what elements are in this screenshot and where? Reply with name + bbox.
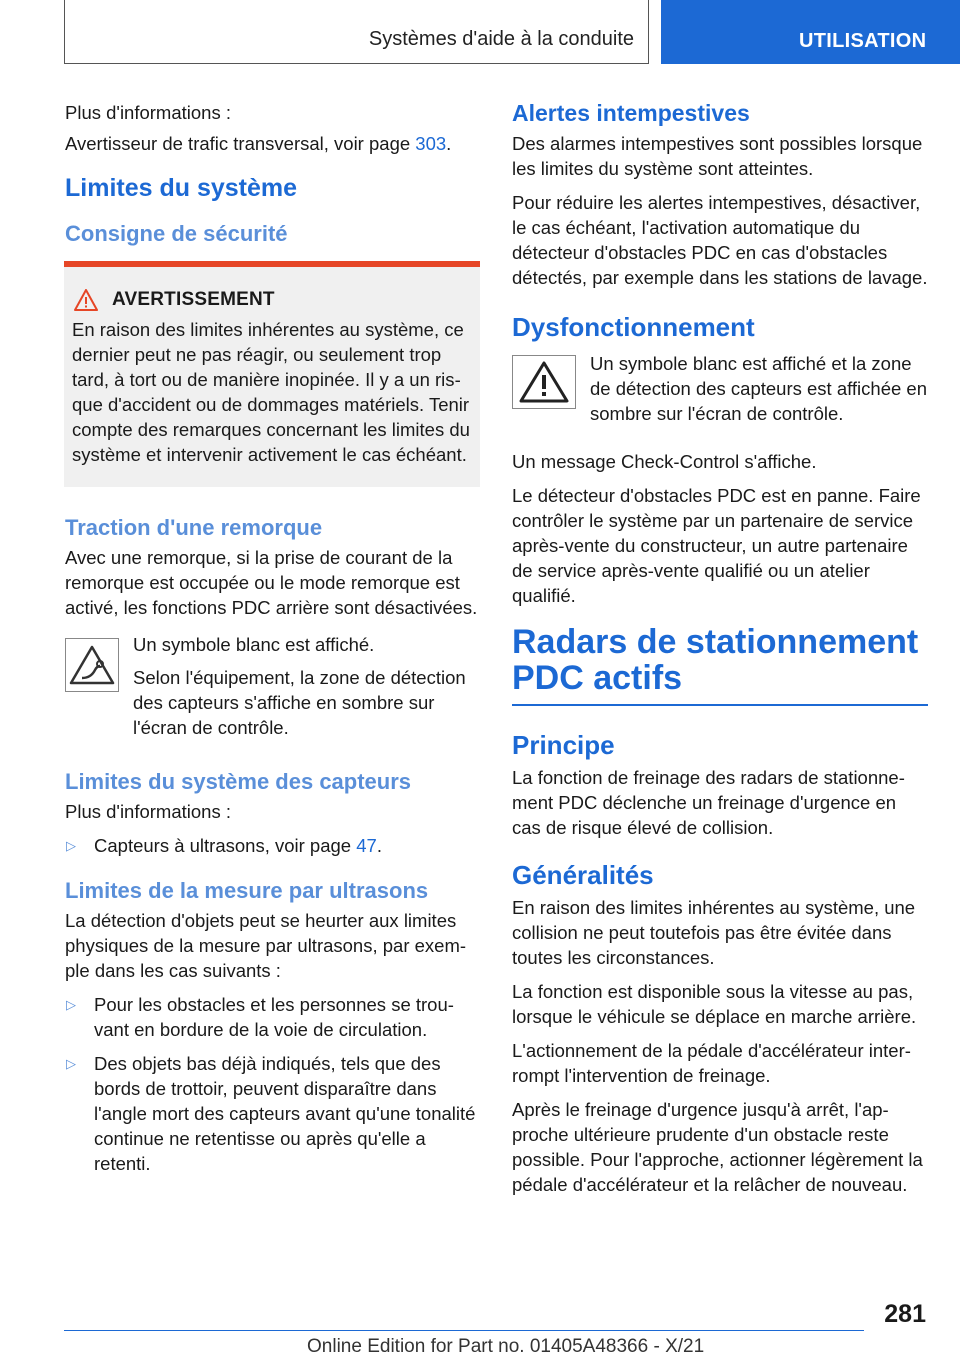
trailer-symbol-text-1: Un symbole blanc est affiché. [133, 634, 375, 655]
trailer-symbol-text-2: Selon l'équipement, la zone de détection des capteurs s'affiche en sombre sur l'écran de contrôle. [133, 667, 466, 738]
footer-rule [64, 1330, 864, 1331]
warning-triangle-icon [74, 289, 98, 311]
false-alerts-text-1: Des alarmes intempestives sont possibles lorsque les limites du système sont atteintes. [512, 133, 923, 179]
heading-ultrasonic-limits: Limites de la mesure par ultrasons [65, 878, 429, 903]
header-section-title: Systèmes d'aide à la conduite [368, 28, 634, 50]
heading-trailer: Traction d'une remorque [65, 515, 323, 540]
page-number: 281 [884, 1300, 926, 1328]
trailer-symbol-row [65, 632, 480, 749]
page-link-47[interactable]: 47 [356, 835, 377, 856]
trailer-text: Avec une remorque, si la prise de courant de la remorque est occupée ou le mode remorque est activé, les fonctions PDC arrière sont désactivées. [65, 547, 478, 618]
heading-general: Généralités [512, 860, 654, 890]
heading-safety: Consigne de sécurité [65, 221, 288, 246]
heading-false-alerts: Alertes intempestives [512, 100, 750, 126]
list-item: ▷ Des objets bas déjà indiqués, tels que des bords de trottoir, peuvent disparaître dans l'angle mort des capteurs avant qu'une tonalité continue ne retentisse ou après qu'elle a retenti. [66, 1053, 476, 1174]
heading-sensor-limits: Limites du système des capteurs [65, 769, 412, 794]
header-section-box [64, 0, 649, 64]
page-link-303[interactable]: 303 [415, 133, 447, 154]
footer-edition: Online Edition for Part no. 01405A48366 - X/21 [307, 1336, 705, 1357]
heading-system-limits: Limites du système [65, 174, 298, 202]
right-column [512, 100, 928, 1206]
sensor-bullet: ▷ Capteurs à ultrasons, voir page 47. [66, 835, 382, 856]
info-line: Avertisseur de trafic transversal, voir page 303. [65, 133, 452, 154]
ultrasonic-text: La détection d'objets peut se heurter aux limites physiques de la mesure par ultrasons, par exemple dans les cas suivants : [65, 910, 467, 981]
bullet-triangle-icon: ▷ [66, 1056, 76, 1071]
malfunction-text-1: Un message Check-Control s'affiche. [512, 451, 817, 472]
warning-box [64, 261, 480, 487]
header-tab[interactable] [661, 0, 960, 64]
principle-text: La fonction de freinage des radars de stationnement PDC déclenche un freinage d'urgence en cas de risque élevé de collision. [512, 767, 905, 838]
bullet-triangle-icon: ▷ [66, 838, 76, 853]
general-text-4: Après le freinage d'urgence jusqu'à arrêt, l'approche ultérieure prudente d'un obstacle reste possible. Pour l'approche, actionner légèrement la pédale d'accélérateur et la relâcher de nouveau. [512, 1099, 923, 1195]
heading-malfunction: Dysfonctionnement [512, 312, 755, 342]
general-text-3: L'actionnement de la pédale d'accélérateur interrompt l'intervention de freinage. [512, 1040, 911, 1086]
header-tab-label: UTILISATION [799, 30, 927, 52]
warning-title: AVERTISSEMENT [112, 289, 275, 310]
malfunction-symbol-row [512, 351, 928, 435]
general-text-1: En raison des limites inhérentes au système, une collision ne peut toutefois pas être évitée dans toutes les circonstances. [512, 897, 916, 968]
left-column [65, 100, 480, 1185]
list-item: ▷ Pour les obstacles et les personnes se trouvant en bordure de la voie de circulation. [66, 994, 454, 1040]
bullet-triangle-icon: ▷ [66, 997, 76, 1012]
malfunction-text-2: Le détecteur d'obstacles PDC est en panne. Faire contrôler le système par un partenaire de service après-vente du constructeur, un autre partenaire de service après-vente qualifié ou un atelier qualifié. [512, 485, 921, 606]
warning-text: En raison des limites inhérentes au système, ce dernier peut ne pas réagir, ou seulement trop tard, à tort ou de manière inopinée. Il y a un risque d'accident ou de dommages matériels. Tenir compte des remarques concernant les limites du système et intervenir activement le cas échéant. [72, 319, 470, 465]
pdc-warning-icon [512, 355, 576, 409]
false-alerts-text-2: Pour réduire les alertes intempestives, désactiver, le cas échéant, l'activation automatique du détecteur d'obstacles PDC en cas d'obstacles détectés, par exemple dans les stations de lavage. [512, 192, 928, 288]
info-label: Plus d'informations : [65, 102, 231, 123]
heading-radars: Radars de stationnement PDC actifs [512, 623, 919, 697]
malfunction-symbol-text: Un symbole blanc est affiché et la zone de détection des capteurs est affichée en sombre sur l'écran de contrôle. [590, 353, 928, 424]
heading-principle: Principe [512, 730, 615, 760]
sensor-info-label: Plus d'informations : [65, 801, 231, 822]
general-text-2: La fonction est disponible sous la vitesse au pas, lorsque le véhicule se déplace en marche arrière. [512, 981, 917, 1027]
heading-rule [512, 704, 928, 706]
